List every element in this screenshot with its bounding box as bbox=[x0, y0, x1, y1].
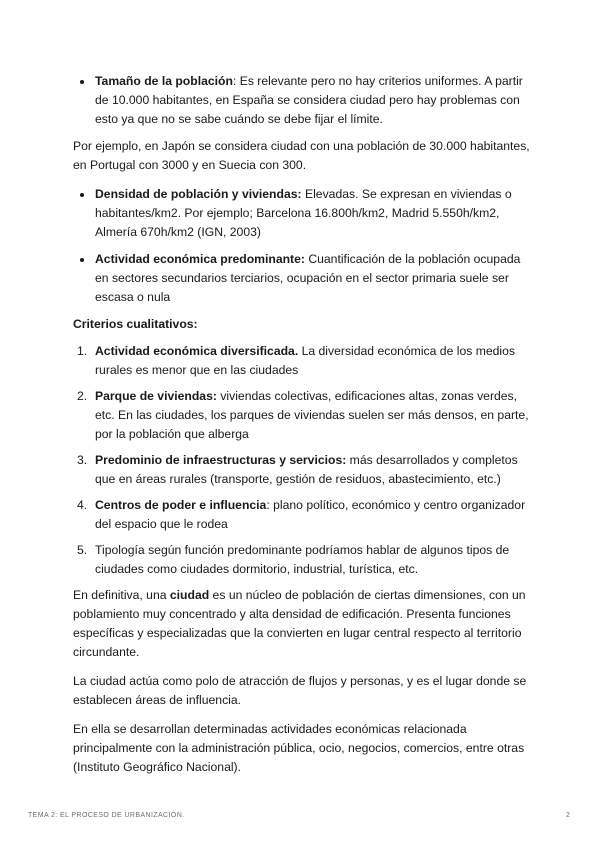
document-body bbox=[73, 72, 533, 787]
list-item bbox=[73, 496, 533, 534]
quantitative-list-b bbox=[73, 185, 533, 307]
paragraph-pole: La ciudad actúa como polo de atracción de flujos y personas, y es el lugar donde se establecen áreas de influencia. bbox=[73, 674, 527, 707]
list-item bbox=[73, 451, 533, 489]
footer-chapter-title: TEMA 2: EL PROCESO DE URBANIZACIÓN. bbox=[28, 812, 185, 819]
list-item-term: Densidad de población y viviendas: bbox=[95, 187, 302, 201]
conclusion-keyword: ciudad bbox=[169, 588, 210, 602]
conclusion-text-start: En definitiva, una bbox=[73, 588, 170, 602]
paragraph-activities: En ella se desarrollan determinadas actividades económicas relacionada principalmente con la administración pública, ocio, negocios, comercios, entre otras (Instituto Geográfico Nacional). bbox=[73, 722, 525, 774]
list-item bbox=[73, 250, 533, 307]
footer-page-number: 2 bbox=[566, 812, 570, 819]
qualitative-criteria-heading: Criterios cualitativos: bbox=[73, 317, 198, 331]
list-item-text: Cuantificación de la población ocupada en sectores secundarios terciarios, ocupación en el sector primaria suele ser escasa o nula bbox=[95, 252, 521, 304]
list-item-term: Predominio de infraestructuras y servicios: bbox=[95, 453, 347, 467]
list-item bbox=[73, 72, 533, 129]
list-number: 4. bbox=[77, 498, 88, 512]
list-item-text: Tipología según función predominante podríamos hablar de algunos tipos de ciudades como ciudades dormitorio, industrial, turística, etc. bbox=[95, 543, 510, 576]
list-item bbox=[73, 387, 533, 444]
list-item-text: más desarrollados y completos que en áreas rurales (transporte, gestión de residuos, abastecimiento, etc.) bbox=[95, 453, 518, 486]
list-item-text: Elevadas. Se expresan en viviendas o habitantes/km2. Por ejemplo; Barcelona 16.800h/km2, Madrid 5.550h/km2, Almería 670h/km2 (IGN, 2003) bbox=[95, 187, 512, 239]
list-item bbox=[73, 342, 533, 380]
list-item-term: Centros de poder e influencia bbox=[95, 498, 267, 512]
qualitative-criteria-list bbox=[73, 342, 533, 579]
list-number: 1. bbox=[77, 344, 88, 358]
quantitative-list-a bbox=[73, 72, 533, 129]
list-item bbox=[73, 185, 533, 242]
paragraph-example: Por ejemplo, en Japón se considera ciudad con una población de 30.000 habitantes, en Portugal con 3000 y en Suecia con 300. bbox=[73, 139, 530, 172]
list-item-term: Parque de viviendas: bbox=[95, 389, 217, 403]
list-item-text: : Es relevante pero no hay criterios uniformes. A partir de 10.000 habitantes, en España se considera ciudad pero hay problemas con esto ya que no se sabe cuándo se debe fijar el límite. bbox=[95, 74, 523, 126]
list-item-text: : plano político, económico y centro organizador del espacio que le rodea bbox=[95, 498, 526, 531]
list-item-term: Actividad económica predominante: bbox=[95, 252, 305, 266]
list-number: 5. bbox=[77, 543, 88, 557]
list-item bbox=[73, 541, 533, 579]
list-number: 3. bbox=[77, 453, 88, 467]
list-number: 2. bbox=[77, 389, 88, 403]
list-item-text: viviendas colectivas, edificaciones altas, zonas verdes, etc. En las ciudades, los parques de viviendas suelen ser más densos, en parte, por la población que alberga bbox=[95, 389, 529, 441]
paragraph-conclusion bbox=[73, 586, 533, 662]
list-item-term: Tamaño de la población bbox=[95, 74, 233, 88]
conclusion-text-end: es un núcleo de población de ciertas dimensiones, con un poblamiento muy concentrado y alta densidad de edificación. Presenta funciones específicas y especializadas que la convierten en lugar central respecto al territorio circundante. bbox=[73, 588, 526, 659]
list-item-text: La diversidad económica de los medios rurales es menor que en las ciudades bbox=[95, 344, 515, 377]
list-item-term: Actividad económica diversificada. bbox=[95, 344, 299, 358]
